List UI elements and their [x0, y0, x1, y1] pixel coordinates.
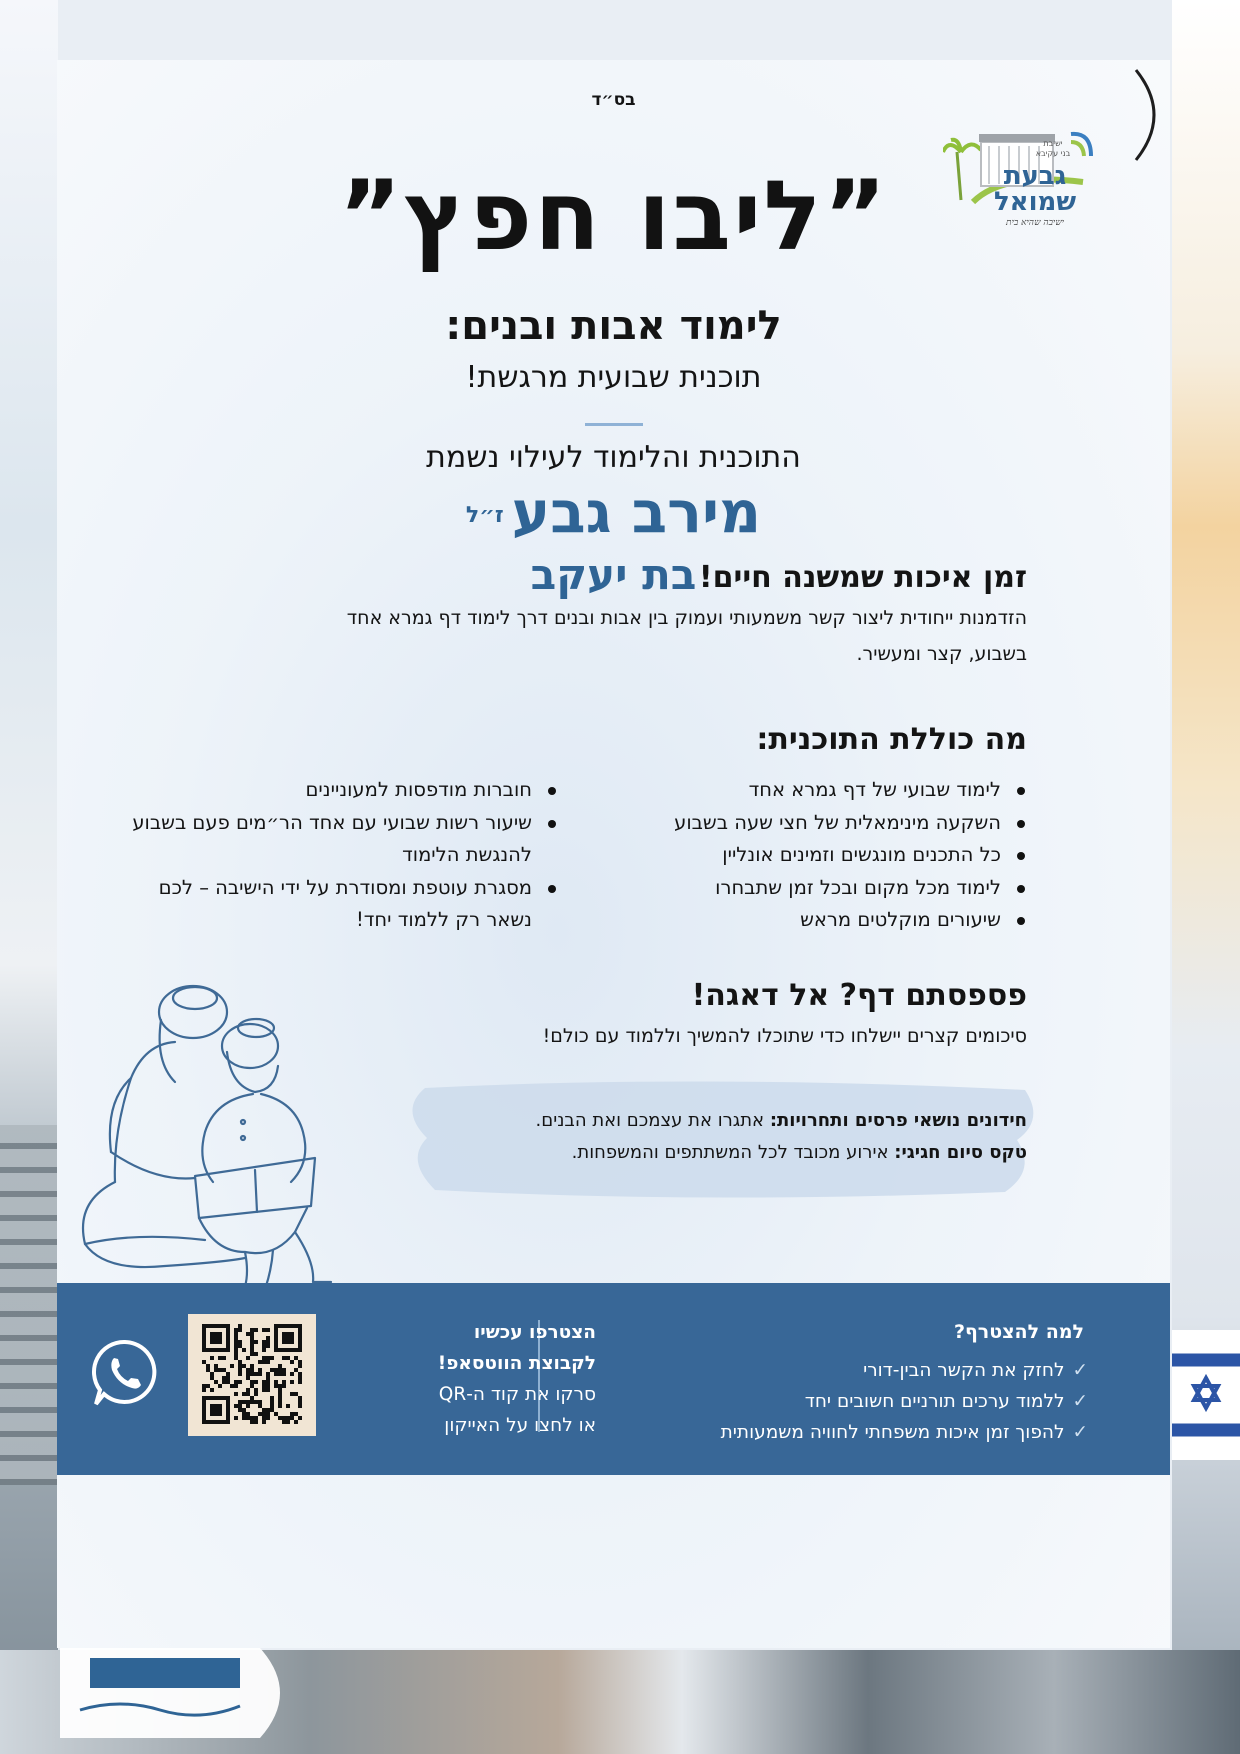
bsd-header: בס״ד	[591, 90, 636, 110]
divider	[585, 423, 643, 426]
join-line-3: סרקו את קוד ה-QR	[438, 1384, 596, 1405]
section-text-missed: סיכומים קצרים יישלחו כדי שתוכלו להמשיך וללמוד עם כולם!	[542, 1025, 1027, 1047]
section-heading-quality-time: זמן איכות שמשנה חיים!	[698, 560, 1027, 595]
memorial-daughter-of: בת יעקב	[530, 550, 697, 599]
israel-flag-image	[1172, 1330, 1240, 1460]
why-join-item-text: ללמוד ערכים תורניים חשובים יחד	[804, 1391, 1065, 1412]
includes-list-item: שיעור רשות שבועי עם אחד הר״מים פעם בשבוע להנגשת הלימוד	[130, 807, 560, 872]
includes-list-item: חוברות מודפסות למעוניינים	[130, 774, 560, 807]
highlights-block	[387, 1105, 1027, 1169]
poster	[57, 60, 1170, 1648]
why-join-title: למה להצטרף?	[953, 1321, 1084, 1343]
decorative-arc	[1132, 60, 1170, 170]
svg-text:בני עקיבא: בני עקיבא	[1035, 149, 1071, 158]
svg-text:שמואל: שמואל	[993, 187, 1077, 217]
svg-text:גבעת: גבעת	[1003, 161, 1067, 191]
why-join-item	[628, 1417, 1088, 1448]
check-icon: ✓	[1072, 1360, 1088, 1381]
join-line-2: לקבוצת הווטסאפ!	[437, 1353, 596, 1374]
includes-list-item: מסגרת עוטפת ומסודרת על ידי הישיבה – לכם נשאר רק ללמוד יחד!	[130, 872, 560, 937]
background-logo-fragment	[60, 1648, 300, 1738]
program-tagline: תוכנית שבועית מרגשת!	[465, 360, 762, 395]
check-icon: ✓	[1072, 1422, 1088, 1443]
highlight-label: טקס סיום חגיגי:	[894, 1142, 1027, 1163]
qr-code[interactable]	[188, 1314, 316, 1436]
includes-list-right	[579, 774, 1029, 937]
highlight-item	[387, 1137, 1027, 1169]
background-left-strip	[0, 0, 58, 1754]
section-heading-missed: פספסתם דף? אל דאגה!	[691, 978, 1027, 1013]
program-subtitle: לימוד אבות ובנים:	[445, 303, 782, 349]
svg-text:ישיבת: ישיבת	[1043, 139, 1063, 148]
highlight-text: אירוע מכובד לכל המשתתפים והמשפחות.	[571, 1142, 895, 1163]
join-cta	[356, 1317, 596, 1441]
section-heading-includes: מה כוללת התוכנית:	[756, 722, 1027, 757]
why-join-item-text: להפוך זמן איכות משפחתי לחוויה משמעותית	[720, 1422, 1065, 1443]
includes-list-item: כל התכנים מונגשים וזמינים אונליין	[579, 839, 1029, 872]
memorial-intro: התוכנית והלימוד לעילוי נשמת	[426, 440, 801, 475]
background-right-strip	[1172, 0, 1240, 1754]
why-join-item	[628, 1386, 1088, 1417]
join-line-1: הצטרפו עכשיו	[473, 1322, 596, 1343]
why-join-item-text: לחזק את הקשר הבין-דורי	[863, 1360, 1065, 1381]
includes-list-item: השקעה מינימאלית של חצי שעה בשבוע	[579, 807, 1029, 840]
check-icon: ✓	[1072, 1391, 1088, 1412]
main-title: ”ליבו חפץ”	[338, 160, 889, 272]
footer-bar	[57, 1283, 1170, 1475]
join-line-4: או לחצו על האייקון	[444, 1415, 596, 1436]
highlight-text: אתגרו את עצמכם ואת הבנים.	[535, 1110, 770, 1131]
section-text-quality-time: הזדמנות ייחודית ליצור קשר משמעותי ועמוק בין אבות ובנים דרך לימוד דף גמרא אחד בשבוע, קצר ומעשיר.	[346, 607, 1027, 665]
includes-list-item: לימוד שבועי של דף גמרא אחד	[579, 774, 1029, 807]
highlight-label: חידונים נושאי פרסים ותחרויות:	[769, 1110, 1027, 1131]
svg-text:ישיבה שהיא בית: ישיבה שהיא בית	[1005, 218, 1065, 228]
memorial-suffix: ז״ל	[465, 503, 504, 529]
includes-list-left	[130, 774, 560, 937]
includes-list-item: שיעורים מוקלטים מראש	[579, 904, 1029, 937]
memorial-name	[57, 478, 1170, 546]
highlight-item	[387, 1105, 1027, 1137]
father-son-illustration	[75, 982, 345, 1312]
memorial-name-text: מירב גבע	[511, 478, 762, 546]
why-join-list	[628, 1355, 1088, 1448]
background-building	[0, 1125, 58, 1485]
whatsapp-icon[interactable]	[90, 1338, 160, 1408]
why-join-item	[628, 1355, 1088, 1386]
includes-list-item: לימוד מכל מקום ובכל זמן שתבחרו	[579, 872, 1029, 905]
